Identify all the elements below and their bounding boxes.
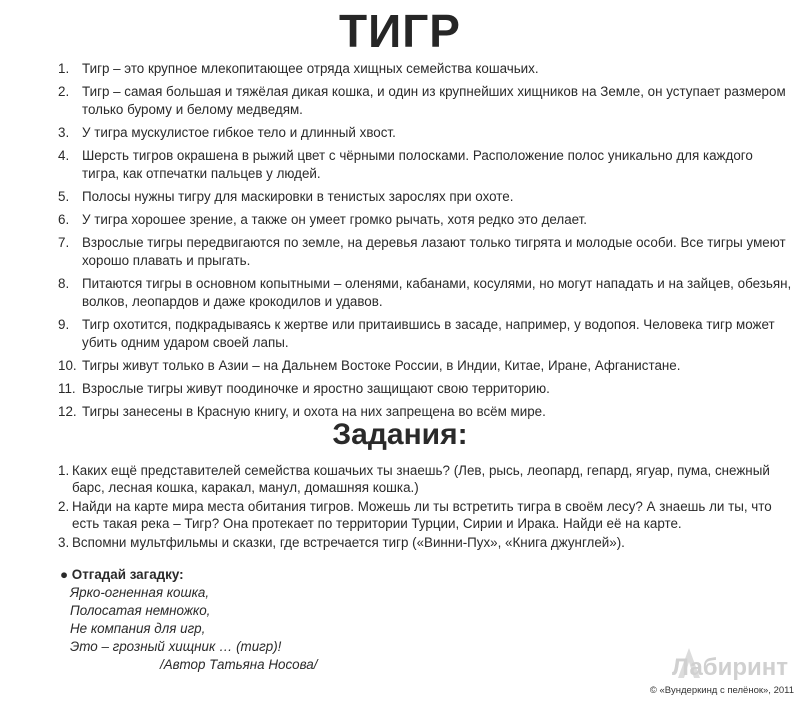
fact-item-text: У тигра мускулистое гибкое тело и длинный хвост. — [82, 125, 396, 140]
task-item-text: Найди на карте мира места обитания тигров. Можешь ли ты встретить тигра в своём лесу? А знаешь ли ты, что есть такая река – Тигр? Она протекает по территории Турции, Сирии и Ирака. Найди её на карте. — [72, 499, 772, 531]
fact-item — [48, 380, 793, 398]
riddle-block — [60, 566, 460, 674]
tasks-list — [58, 462, 793, 553]
task-item-number: 2. — [58, 499, 70, 514]
riddle-heading: ● Отгадай загадку: — [60, 567, 184, 582]
fact-item-number: 5. — [58, 189, 70, 204]
fact-item-number: 12. — [58, 404, 77, 419]
task-item-text: Вспомни мультфильмы и сказки, где встречается тигр («Винни-Пух», «Книга джунглей»). — [72, 535, 625, 550]
fact-item-number: 7. — [58, 235, 70, 250]
copyright-text: © «Вундеркинд с пелёнок», 2011 — [649, 685, 794, 696]
watermark: Лабиринт — [672, 654, 789, 681]
task-item-number: 1. — [58, 463, 70, 478]
riddle-line: Это – грозный хищник … (тигр)! — [70, 639, 282, 654]
fact-item-text: Тигры занесены в Красную книгу, и охота на них запрещена во всём мире. — [82, 404, 546, 419]
fact-item-number: 4. — [58, 148, 70, 163]
fact-item-text: Тигр – это крупное млекопитающее отряда хищных семейства кошачьих. — [82, 61, 539, 76]
page-title: ТИГР — [339, 5, 461, 57]
fact-item-text: Полосы нужны тигру для маскировки в тенистых зарослях при охоте. — [82, 189, 514, 204]
fact-item — [48, 188, 793, 206]
fact-item — [48, 60, 793, 78]
riddle-line: Полосатая немножко, — [70, 603, 211, 618]
fact-item-number: 6. — [58, 212, 70, 227]
fact-item-text: Питаются тигры в основном копытными – оленями, кабанами, косулями, но могут нападать и на зайцев, обезьян, волков, леопардов и даже крокодилов и удавов. — [82, 276, 792, 309]
fact-item-text: Шерсть тигров окрашена в рыжий цвет с чёрными полосками. Расположение полос уникально для каждого тигра, как отпечатки пальцев у людей. — [82, 148, 753, 181]
task-item — [58, 534, 793, 551]
fact-item-text: Тигр – самая большая и тяжёлая дикая кошка, и один из крупнейших хищников на Земле, он уступает размером только бурому и белому медведям. — [82, 84, 786, 117]
fact-item — [48, 275, 793, 311]
riddle-author: /Автор Татьяна Носова/ — [160, 657, 318, 672]
task-item — [58, 462, 793, 496]
fact-item-number: 3. — [58, 125, 70, 140]
fact-item — [48, 124, 793, 142]
fact-item-text: Тигр охотится, подкрадываясь к жертве или притаившись в засаде, например, у водопоя. Человека тигр может убить одним ударом своей лапы. — [82, 317, 775, 350]
tasks-heading: Задания: — [332, 418, 468, 451]
fact-item — [48, 316, 793, 352]
fact-item-number: 9. — [58, 317, 70, 332]
fact-item-text: Тигры живут только в Азии – на Дальнем Востоке России, в Индии, Китае, Иране, Афганистане. — [82, 358, 681, 373]
task-item — [58, 498, 793, 532]
fact-item-number: 10. — [58, 358, 77, 373]
task-item-number: 3. — [58, 535, 70, 550]
fact-item — [48, 211, 793, 229]
riddle-line: Не компания для игр, — [70, 621, 206, 636]
fact-item-number: 2. — [58, 84, 70, 99]
facts-list — [48, 60, 793, 426]
fact-item-text: Взрослые тигры передвигаются по земле, на деревья лазают только тигрята и молодые особи. Все тигры умеют хорошо плавать и прыгать. — [82, 235, 786, 268]
riddle-line: Ярко-огненная кошка, — [70, 585, 210, 600]
fact-item-text: Взрослые тигры живут поодиночке и яростно защищают свою территорию. — [82, 381, 550, 396]
fact-item-number: 1. — [58, 61, 70, 76]
fact-item — [48, 234, 793, 270]
fact-item-text: У тигра хорошее зрение, а также он умеет громко рычать, хотя редко это делает. — [82, 212, 588, 227]
fact-item-number: 8. — [58, 276, 70, 291]
fact-item — [48, 357, 793, 375]
fact-item — [48, 147, 793, 183]
task-item-text: Каких ещё представителей семейства кошачьих ты знаешь? (Лев, рысь, леопард, гепард, ягуар, пума, снежный барс, лесная кошка, каракал, манул, домашняя кошка.) — [72, 463, 770, 495]
fact-item-number: 11. — [58, 381, 76, 396]
fact-item — [48, 83, 793, 119]
